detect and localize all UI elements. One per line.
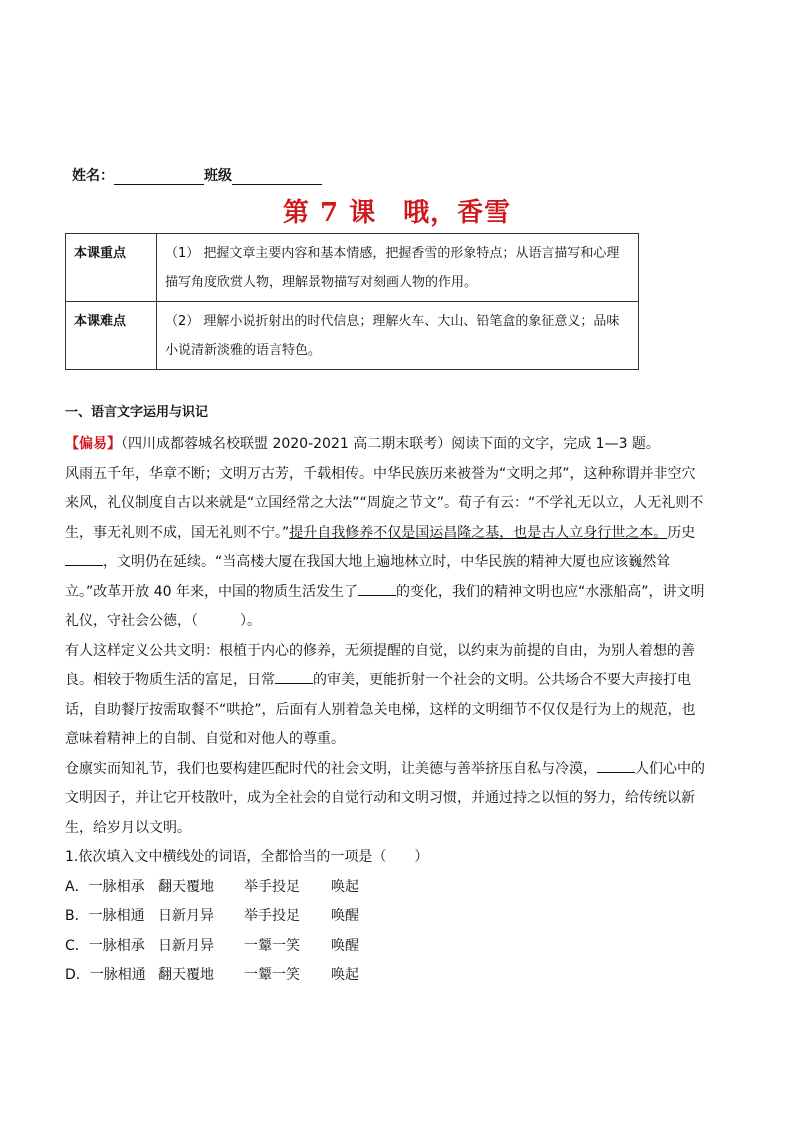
reading-passage	[65, 430, 705, 991]
option-word: 唤起	[331, 967, 359, 983]
paragraph-text: 历史	[667, 524, 696, 541]
underlined-sentence: 提升自我修养不仅是国运昌隆之基，也是古人立身行世之本。	[289, 524, 668, 541]
fill-blank[interactable]	[65, 550, 103, 566]
name-label: 姓名：	[72, 168, 114, 184]
option-word: 唤醒	[331, 937, 359, 954]
paragraph-text: 的变化，我们的精神文明也应“水涨船高”，讲文明礼仪，守社会公德，（ ）。	[65, 583, 705, 629]
paragraph-2	[65, 637, 705, 755]
paragraph-text: 人们心中的文明因子，并让它开枝散叶，成为全社会的自觉行动和文明习惯，并通过持之以恒的努力，给传统以新生，给岁月以文明。	[65, 760, 705, 836]
option-word: B．一脉相通	[65, 908, 145, 924]
answer-option-b[interactable]	[65, 902, 705, 932]
lesson-focus-table	[65, 233, 639, 370]
passage-source: （四川成都蓉城名校联盟 2020-2021 高二期末联考）阅读下面的文字，完成 1—3 题。	[121, 436, 660, 452]
option-word: 举手投足	[244, 908, 300, 924]
paragraph-text: 仓廪实而知礼节，我们也要构建匹配时代的社会文明，让美德与善举挤压自私与冷漠，	[65, 760, 597, 777]
answer-option-a[interactable]	[65, 873, 705, 903]
paragraph-text: 的审美，更能折射一个社会的文明。公共场合不要大声接打电话，自助餐厅按需取餐不“哄抢”，后面有人别着急关电梯，这样的文明细节不仅仅是行为上的规范，也意味着精神上的自制、自觉和对他人的尊重。	[65, 672, 696, 747]
option-word: A．一脉相承	[65, 878, 145, 895]
paragraph-1	[65, 460, 705, 637]
difficulties-content: （2） 理解小说折射出的时代信息；理解火车、大山、铅笔盒的象征意义；品味小说清新淡雅的语言特色。	[157, 302, 639, 370]
class-label: 班级	[204, 168, 232, 184]
fill-blank[interactable]	[597, 757, 635, 773]
option-word: 一颦一笑	[244, 967, 300, 983]
option-word: 唤醒	[331, 908, 359, 924]
fill-blank[interactable]	[358, 580, 396, 596]
option-word: 日新月异	[158, 937, 214, 954]
lesson-title: 第 7 课 哦，香雪	[282, 198, 512, 228]
fill-blank[interactable]	[275, 668, 313, 684]
paragraph-3	[65, 755, 705, 844]
option-word: 唤起	[331, 878, 359, 895]
paragraph-text: ，文明仍在延续。“当高楼大厦在我国大地上遍地林立时，中华民族的精神大厦也应该巍然耸立。”改革开放 40 年来，中国的物质生活发生了	[65, 554, 671, 600]
paragraph-text: 有人这样定义公共文明：根植于内心的修养，无须提醒的自觉，以约束为前提的自由，为别人着想的善良。相较于物质生活的富足，日常	[65, 642, 695, 688]
name-input-blank[interactable]	[114, 169, 204, 185]
key-points-label: 本课重点	[66, 234, 157, 302]
section-title: 一、语言文字运用与识记	[65, 405, 209, 420]
option-word: 一颦一笑	[244, 937, 300, 954]
option-word: 举手投足	[244, 878, 300, 895]
option-word: 翻天覆地	[158, 878, 214, 895]
difficulty-badge: 【偏易】	[65, 436, 121, 452]
table-row	[66, 302, 639, 370]
table-row	[66, 234, 639, 302]
answer-option-d[interactable]	[65, 961, 705, 991]
option-word: 翻天覆地	[158, 967, 214, 983]
option-word: 日新月异	[158, 908, 214, 924]
student-info-line	[72, 165, 322, 185]
option-word: C．一脉相承	[65, 937, 145, 954]
passage-source-line	[65, 430, 705, 460]
key-points-content: （1） 把握文章主要内容和基本情感，把握香雪的形象特点；从语言描写和心理描写角度欣赏人物，理解景物描写对刻画人物的作用。	[157, 234, 639, 302]
option-word: D．一脉相通	[65, 967, 146, 983]
question-stem: 1.依次填入文中横线处的词语，全都恰当的一项是（ ）	[65, 849, 429, 865]
paragraph-text: 风雨五千年，华章不断；文明万古芳，千载相传。中华民族历来被誉为“文明之邦”，这种称谓并非空穴来风，礼仪制度自古以来就是“立国经常之大法”“周旋之节文”。荀子有云：“不学礼无以立，人无礼则不生，事无礼则不成，国无礼则不宁。”	[65, 465, 704, 541]
class-input-blank[interactable]	[232, 169, 322, 185]
difficulties-label: 本课难点	[66, 302, 157, 370]
answer-option-c[interactable]	[65, 932, 705, 962]
